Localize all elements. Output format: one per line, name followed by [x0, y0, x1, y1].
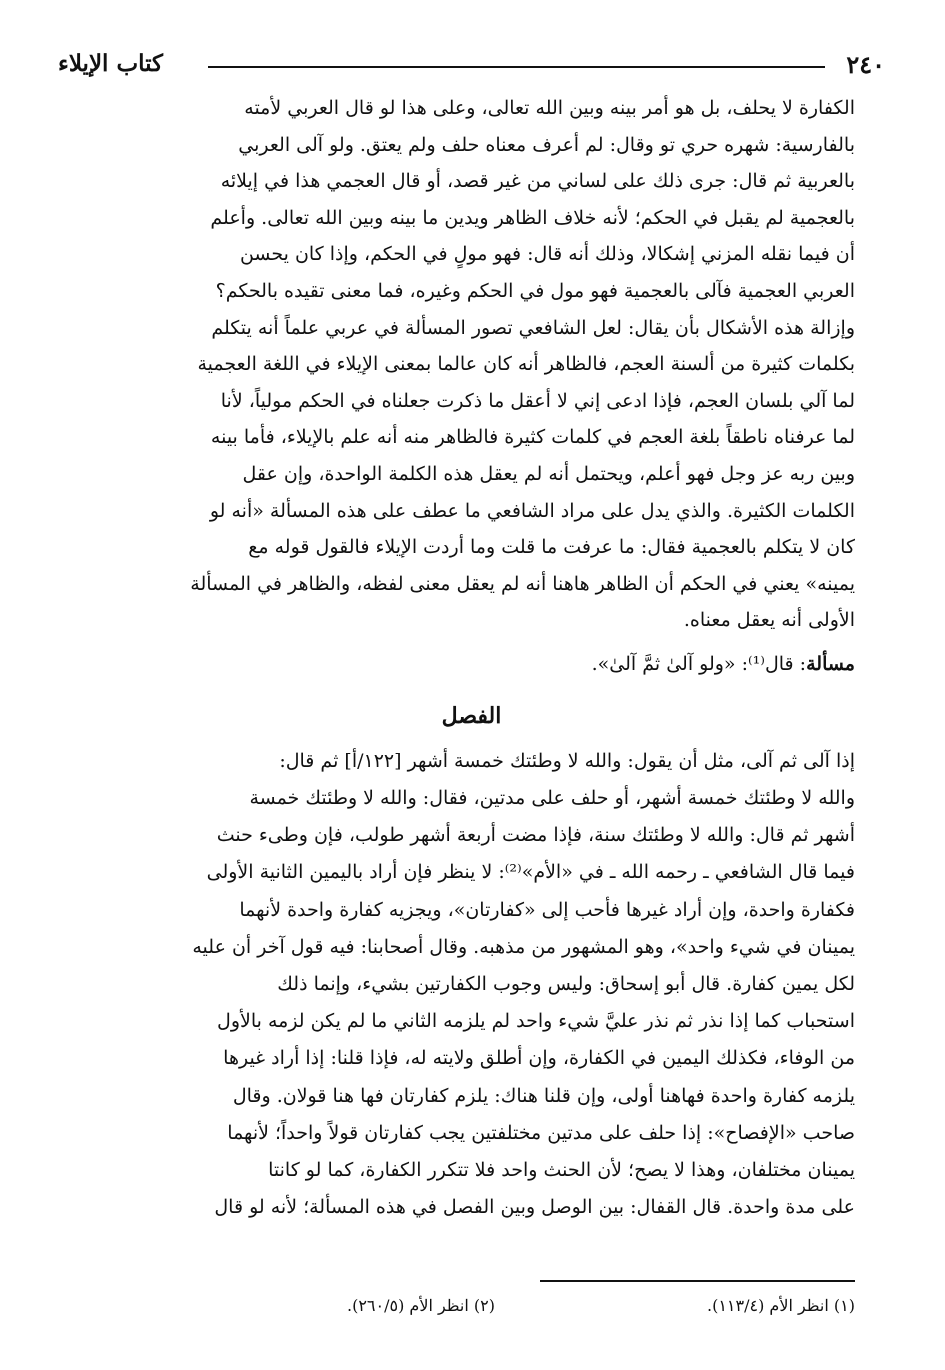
page-header — [58, 48, 885, 82]
section-heading: الفصل — [441, 702, 502, 729]
text-line: بكلمات كثيرة من ألسنة العجم، فالظاهر أنه كان عالما بمعنى الإيلاء في اللغة العجمية — [197, 353, 855, 376]
issue-text: : قال⁽¹⁾: «ولو آلىٰ ثمَّ آلىٰ». — [591, 652, 807, 675]
footnote-2: (٢) انظر الأم (٢٦٠/٥). — [346, 1296, 495, 1315]
footnote-1: (١) انظر الأم (١١٣/٤). — [706, 1296, 855, 1315]
text-line: استحباب كما إذا نذر ثم نذر عليَّ شيء واحد لم يلزمه الثاني ما لم يكن لزمه بالأول — [217, 1010, 855, 1033]
text-line: الأولى أنه يعقل معناه. — [683, 609, 855, 632]
header-rule — [208, 66, 825, 68]
text-line: أن فيما نقله المزني إشكالا، وذلك أنه قال: فهو مولٍ في الحكم، وإذا كان يحسن — [239, 243, 855, 266]
text-line: يمينه» يعني في الحكم أن الظاهر هاهنا أنه لم يعقل معنى لفظه، والظاهر في المسألة — [190, 572, 855, 595]
issue-statement — [88, 639, 855, 689]
text-line: والله لا وطئتك خمسة أشهر، أو حلف على مدتين، فقال: والله لا وطئتك خمسة — [249, 787, 855, 810]
text-line: لما عرفناه ناطقاً بلغة العجم في كلمات كثيرة فالظاهر منه أنه علم بالإيلاء، فأما بينه — [210, 426, 855, 449]
text-line: لما آلي بلسان العجم، فإذا ادعى إني لا أعقل ما ذكرت جعلناه في الحكم مولياً، لأنا — [220, 389, 855, 412]
text-line: صاحب «الإفصاح»: إذا حلف على مدتين مختلفتين يجب كفارتان قولاً واحداً؛ لأنهما — [227, 1121, 855, 1144]
text-line: من الوفاء، فكذلك اليمين في الكفارة، وإن أطلق ولايته له، فإذا قلنا: إذا أراد غيرها — [223, 1047, 855, 1070]
text-line: بالعربية ثم قال: جرى ذلك على لساني من غير قصد، أو قال العجمي هذا في إيلائه — [220, 170, 855, 193]
text-line: إذا آلى ثم آلى، مثل أن يقول: والله لا وطئتك خمسة أشهر [١٢٢/أ] ثم قال: — [279, 749, 855, 772]
running-title: كتاب الإيلاء — [58, 50, 164, 77]
text-line: يمينان في شيء واحد»، وهو المشهور من مذهبه. وقال أصحابنا: فيه قول آخر أن عليه — [192, 935, 855, 958]
text-line: بالفارسية: شهره حري تو وقال: لم أعرف معناه حلف ولم يعتق. ولو آلى العربي — [238, 133, 855, 156]
footnote-separator — [540, 1280, 855, 1282]
text-line: الكفارة لا يحلف، بل هو أمر بينه وبين الله تعالى، وعلى هذا لو قال العربي لأمته — [244, 97, 855, 119]
text-line: فيما قال الشافعي ـ رحمه الله ـ في «الأم»⁽²⁾: لا ينظر فإن أراد باليمين الثانية الأولى — [206, 861, 855, 884]
text-line: الكلمات الكثيرة. والذي يدل على مراد الشافعي ما عطف على هذه المسألة «أنه لو — [209, 499, 855, 522]
text-line: العربي العجمية فآلى بالعجمية فهو مول في الحكم وغيره، فما معنى تقيده بالحكم؟ — [215, 279, 855, 302]
text-line: فكفارة واحدة، وإن أراد غيرها فأحب إلى «كفارتان»، ويجزيه كفارة واحدة لأنهما — [239, 898, 855, 921]
text-line: على مدة واحدة. قال القفال: بين الوصل وبين الفصل في هذه المسألة؛ لأنه لو قال — [214, 1196, 855, 1219]
text-line: يمينان مختلفان، وهذا لا يصح؛ لأن الحنث واحد فلا تتكرر الكفارة، كما لو كانتا — [268, 1158, 855, 1181]
paragraph-2 — [88, 743, 855, 1226]
text-line: لكل يمين كفارة. قال أبو إسحاق: وليس وجوب الكفارتين بشيء، وإنما ذلك — [277, 973, 855, 996]
text-line: يلزمه كفارة واحدة فهاهنا أولى، وإن قلنا هناك: يلزم كفارتان فها هنا قولان. وقال — [232, 1084, 855, 1107]
text-line: وبين ربه عز وجل فهو أعلم، ويحتمل أنه لم يعقل هذه الكلمة الواحدة، وإن عقل — [242, 462, 855, 485]
paragraph-1 — [88, 90, 855, 639]
text-line: بالعجمية لم يقبل في الحكم؛ لأنه خلاف الظاهر ويدين ما بينه وبين الله تعالى. وأعلم — [210, 206, 855, 229]
main-text — [88, 90, 855, 1226]
text-line: وإزالة هذه الأشكال بأن يقال: لعل الشافعي تصور المسألة في عربي علماً أنه يتكلم — [211, 316, 855, 339]
text-line: كان لا يتكلم بالعجمية فقال: ما عرفت ما قلت وما أردت الإيلاء فالقول قوله مع — [248, 536, 855, 559]
page-number: ٢٤٠ — [846, 50, 885, 79]
issue-label: مسألة — [806, 652, 855, 675]
text-line: أشهر ثم قال: والله لا وطئتك سنة، فإذا مضت أربعة أشهر طولب، فإن وطىء حنث — [216, 824, 855, 847]
footnotes — [88, 1296, 855, 1326]
